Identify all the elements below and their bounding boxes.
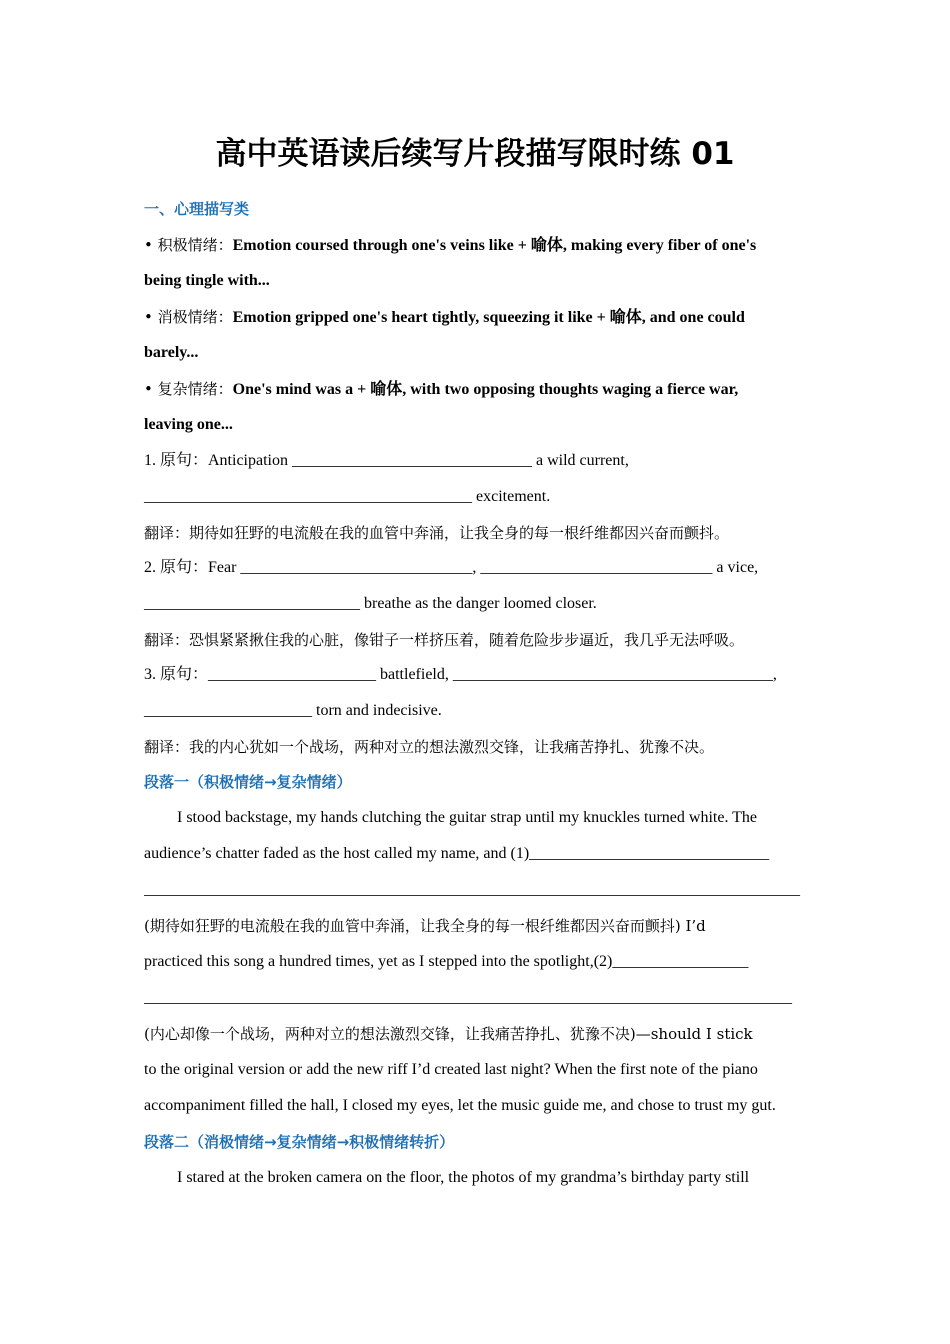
negative-emotion-label: • 消极情绪： (144, 308, 233, 326)
exercise-1-sentence: 1. 原句：Anticipation ______________________________ a wild current, (144, 452, 629, 469)
paragraph-1-heading: 段落一（积极情绪→复杂情绪） (144, 773, 352, 791)
exercise-3-sentence: 3. 原句：_____________________ battlefield, ________________________________________, (144, 666, 777, 683)
positive-emotion-pattern: Emotion coursed through one's veins like + 喻体, making every fiber of one's (232, 237, 757, 254)
document-body (144, 196, 808, 1201)
exercise-1-translation: 翻译：期待如狂野的电流般在我的血管中奔涌，让我全身的每一根纤维都因兴奋而颤抖。 (144, 524, 730, 542)
exercise-1-sentence-cont: _________________________________________ excitement. (144, 488, 551, 505)
positive-emotion-pattern-cont: being tingle with... (144, 272, 270, 289)
exercise-2-sentence: 2. 原句：Fear _____________________________, _____________________________ a vice, (144, 559, 759, 576)
paragraph-1-line: audience’s chatter faded as the host called my name, and (1)______________________________ (144, 845, 770, 862)
paragraph-2-heading: 段落二（消极情绪→复杂情绪→积极情绪转折） (144, 1133, 455, 1151)
exercise-2-translation: 翻译：恐惧紧紧揪住我的心脏，像钳子一样挤压着，随着危险步步逼近，我几乎无法呼吸。 (144, 631, 745, 649)
section-heading-psychology: 一、心理描写类 (144, 200, 250, 218)
paragraph-1-blank-line: __________________________________________________________________________________ (144, 881, 800, 898)
exercise-2-sentence-cont: ___________________________ breathe as the danger loomed closer. (144, 595, 597, 612)
positive-emotion-label: • 积极情绪： (144, 236, 233, 254)
paragraph-1-line: to the original version or add the new riff I’d created last night? When the first note of the piano (144, 1061, 758, 1078)
exercise-3-translation: 翻译：我的内心犹如一个战场，两种对立的想法激烈交锋，让我痛苦挣扎、犹豫不决。 (144, 738, 715, 756)
complex-emotion-pattern-cont: leaving one... (144, 416, 233, 433)
paragraph-1-blank-line: _________________________________________________________________________________ (144, 989, 792, 1006)
paragraph-2-line: I stared at the broken camera on the floor, the photos of my grandma’s birthday party still (177, 1169, 750, 1186)
complex-emotion-pattern: One's mind was a + 喻体, with two opposing thoughts waging a fierce war, (232, 381, 739, 398)
paragraph-1-line: practiced this song a hundred times, yet as I stepped into the spotlight,(2)_________________ (144, 953, 749, 970)
complex-emotion-label: • 复杂情绪： (144, 380, 233, 398)
exercise-3-sentence-cont: _____________________ torn and indecisive. (144, 702, 442, 719)
negative-emotion-line (144, 304, 808, 340)
paragraph-1-line: I stood backstage, my hands clutching the guitar strap until my knuckles turned white. The (177, 809, 758, 826)
paragraph-1-line: accompaniment filled the hall, I closed my eyes, let the music guide me, and chose to trust my gut. (144, 1097, 776, 1114)
positive-emotion-line (144, 232, 808, 268)
page-title: 高中英语读后续写片段描写限时练 01 (215, 136, 735, 172)
negative-emotion-pattern: Emotion gripped one's heart tightly, squeezing it like + 喻体, and one could (232, 309, 745, 326)
negative-emotion-pattern-cont: barely... (144, 344, 199, 361)
complex-emotion-line (144, 376, 808, 412)
paragraph-1-line: (内心却像一个战场，两种对立的想法激烈交锋，让我痛苦挣扎、犹豫不决)—should I stick (144, 1025, 753, 1043)
paragraph-1-line: (期待如狂野的电流般在我的血管中奔涌，让我全身的每一根纤维都因兴奋而颤抖) I’d (144, 917, 706, 935)
